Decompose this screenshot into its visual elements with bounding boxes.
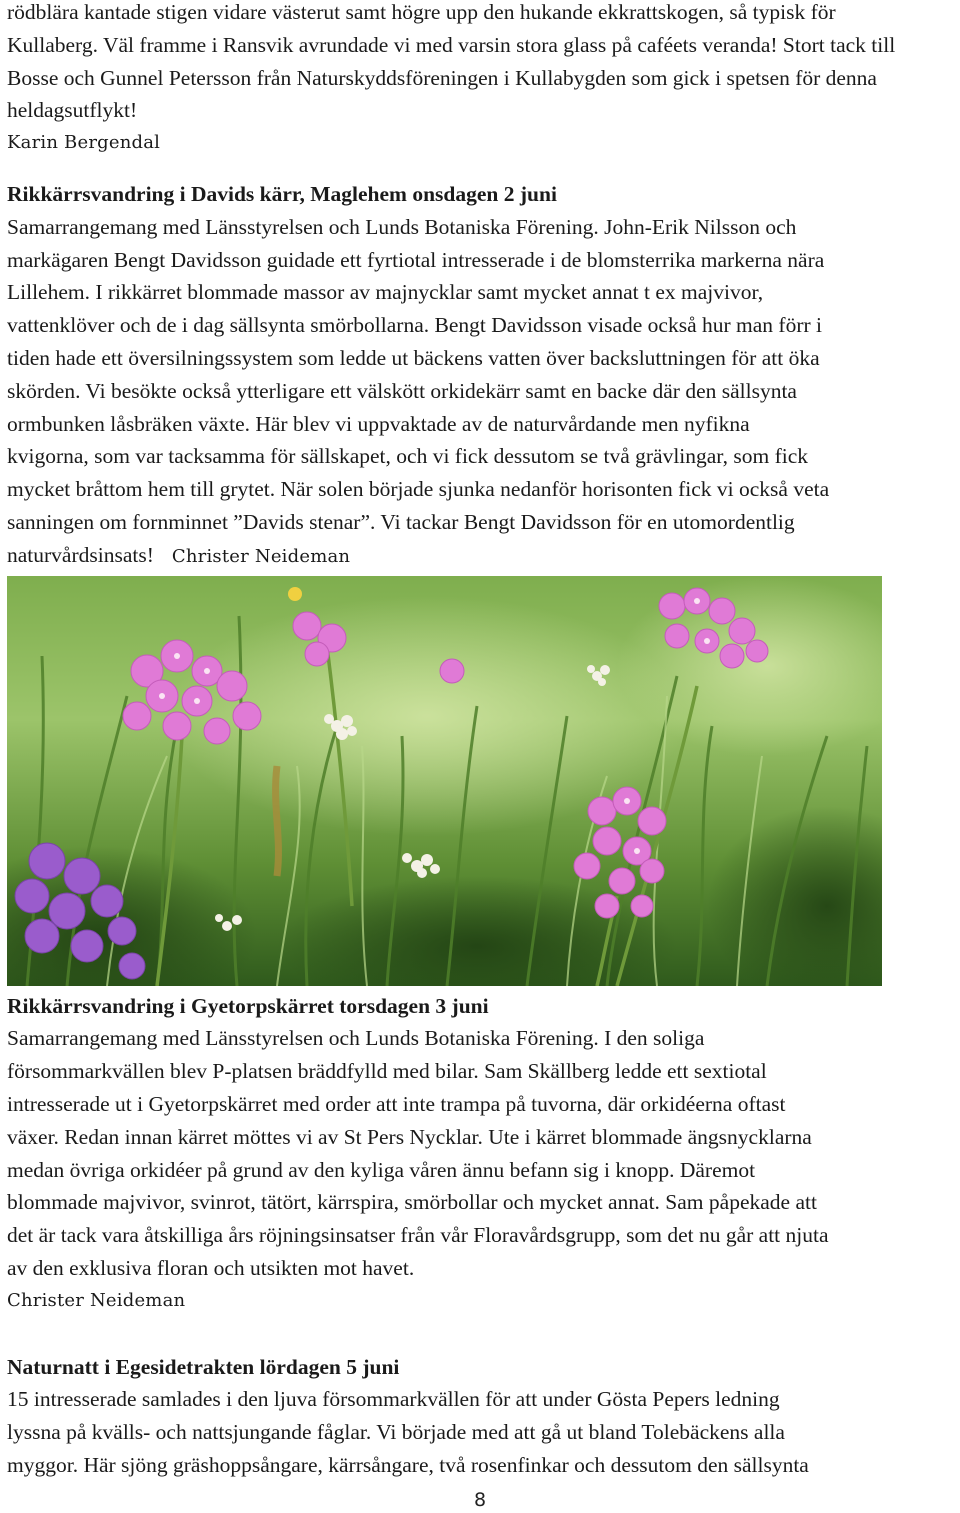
section-gyetorpskarret (7, 990, 953, 1318)
page-number: 8 (473, 1489, 487, 1511)
section-line: blommade majvivor, svinrot, tätört, kärrspira, smörbollar och mycket annat. Sam påpekade att (7, 1190, 817, 1215)
intro-block (7, 0, 953, 160)
section-davids-karr (7, 178, 953, 574)
section-line: lyssna på kvälls- och nattsjungande fåglar. Vi började med att gå ut bland Tolebäckens alla (7, 1420, 785, 1445)
section-line: medan övriga orkidéer på grund av den kyliga våren ännu befann sig i knopp. Däremot (7, 1157, 756, 1182)
intro-line: Kullaberg. Väl framme i Ransvik avrundade vi med varsin stora glass på caféets veranda! Stort tack till (7, 32, 896, 57)
section-title: Naturnatt i Egesidetrakten lördagen 5 juni (7, 1354, 400, 1379)
section-line: tiden hade ett översilningssystem som ledde ut bäckens vatten över backsluttningen för att öka (7, 345, 820, 370)
section-line: det är tack vara åtskilliga års röjningsinsatser från vår Floravårdsgrupp, som det nu går att njuta (7, 1223, 829, 1248)
section-line: kvigorna, som var tacksamma för sällskapet, och vi fick dessutom se två grävlingar, som fick (7, 444, 809, 469)
section-last-line (7, 539, 953, 574)
section-line: försommarkvällen blev P-platsen bräddfylld med bilar. Sam Skällberg ledde ett sextiotal (7, 1059, 767, 1084)
flower-meadow-photo (7, 576, 882, 986)
section-line: markägaren Bengt Davidsson guidade ett fyrtiotal intresserade i de blomsterrika markerna nära (7, 247, 825, 272)
section-line: växer. Redan innan kärret möttes vi av St Pers Nycklar. Ute i kärret blommade ängsnycklarna (7, 1124, 812, 1149)
section-line: Samarrangemang med Länsstyrelsen och Lunds Botaniska Förening. John-Erik Nilsson och (7, 214, 797, 239)
intro-line: Bosse och Gunnel Petersson från Naturskyddsföreningen i Kullabygden som gick i spetsen för denna (7, 65, 877, 90)
section-title: Rikkärrsvandring i Gyetorpskärret torsdagen 3 juni (7, 993, 489, 1018)
section-line-end: naturvårdsinsats! (7, 542, 154, 567)
intro-line: heldagsutflykt! (7, 98, 138, 123)
intro-line: rödblära kantade stigen vidare västerut samt högre upp den hukande ekkrattskogen, så typisk för (7, 0, 836, 24)
section-line: sanningen om fornminnet ”Davids stenar”. Vi tackar Bengt Davidsson för en utomordentlig (7, 509, 795, 534)
section-line: intresserade ut i Gyetorpskärret med order att inte trampa på tuvorna, där orkidéerna oftast (7, 1091, 786, 1116)
section-line: myggor. Här sjöng gräshoppsångare, kärrsångare, två rosenfinkar och dessutom den sällsynta (7, 1452, 809, 1477)
section-line: Samarrangemang med Länsstyrelsen och Lunds Botaniska Förening. I den soliga (7, 1026, 705, 1051)
section-egesidetrakten (7, 1351, 953, 1482)
section-line: Lillehem. I rikkärret blommade massor av majnycklar samt mycket annat t ex majvivor, (7, 280, 764, 305)
section-line: skörden. Vi besökte också ytterligare ett välskött orkidekärr samt en backe där den sällsynta (7, 378, 797, 403)
section-line: mycket bråttom hem till grytet. När solen började sjunka nedanför horisonten fick vi också veta (7, 477, 830, 502)
intro-author: Karin Bergendal (7, 132, 161, 154)
section-title: Rikkärrsvandring i Davids kärr, Maglehem onsdagen 2 juni (7, 181, 557, 206)
section-author: Christer Neideman (171, 545, 351, 567)
section-line: av den exklusiva floran och utsikten mot havet. (7, 1255, 415, 1280)
document-page (7, 0, 953, 1482)
section-line: 15 intresserade samlades i den ljuva försommarkvällen för att under Gösta Pepers ledning (7, 1387, 780, 1412)
section-line: vattenklöver och de i dag sällsynta smörbollarna. Bengt Davidsson visade också hur man förr i (7, 313, 823, 338)
section-line: ormbunken låsbräken växte. Här blev vi uppvaktade av de naturvårdande men nyfikna (7, 411, 750, 436)
section-author: Christer Neideman (7, 1289, 186, 1311)
